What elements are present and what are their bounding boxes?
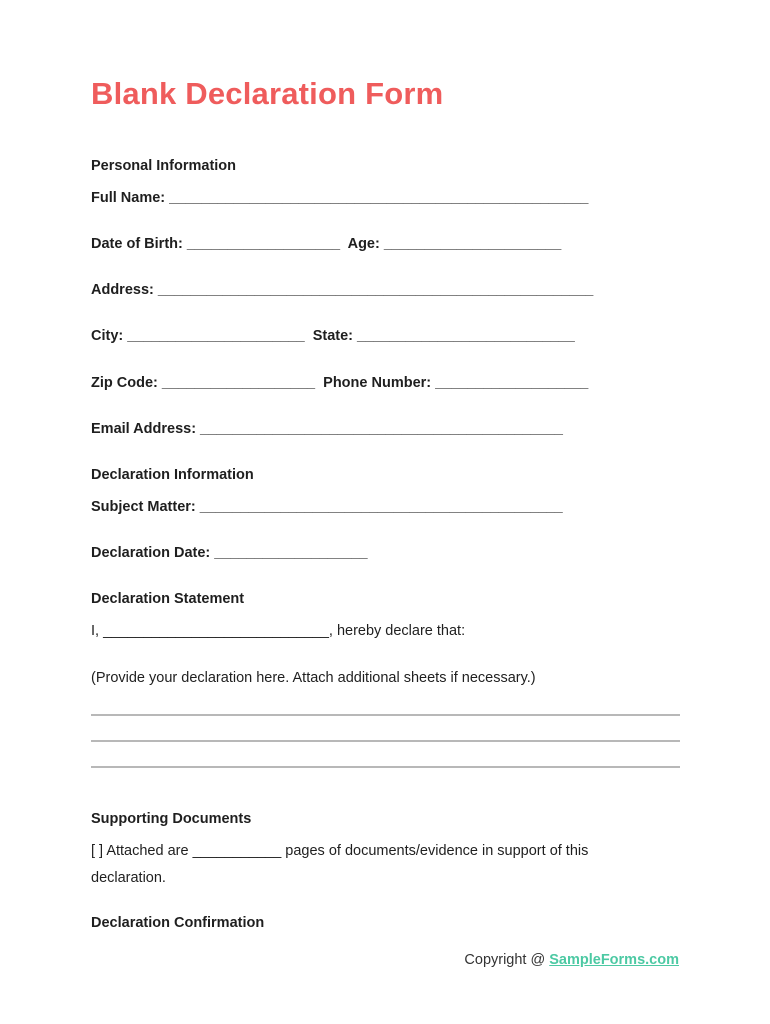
city-state-field[interactable]: City: ______________________ State: ___________________________: [91, 328, 575, 344]
address-field[interactable]: Address: ______________________________________________________: [91, 282, 594, 298]
declaration-statement-heading: Declaration Statement: [91, 591, 245, 607]
subject-matter-field[interactable]: Subject Matter: _____________________________________________: [91, 499, 563, 515]
declaration-writing-line-2[interactable]: [91, 740, 680, 742]
declaration-confirmation-heading: Declaration Confirmation: [91, 915, 265, 931]
supporting-documents-heading: Supporting Documents: [91, 811, 252, 827]
page-title: Blank Declaration Form: [91, 76, 444, 111]
supporting-documents-checkbox-line[interactable]: [ ] Attached are ___________ pages of documents/evidence in support of this: [91, 843, 589, 859]
email-address-field[interactable]: Email Address: _____________________________________________: [91, 421, 563, 437]
declaration-date-field[interactable]: Declaration Date: ___________________: [91, 545, 368, 561]
supporting-documents-line-2: declaration.: [91, 870, 166, 886]
copyright-prefix: Copyright @: [464, 952, 550, 968]
personal-information-heading: Personal Information: [91, 158, 237, 174]
declaration-writing-line-1[interactable]: [91, 714, 680, 716]
zip-phone-field[interactable]: Zip Code: ___________________ Phone Number: ___________________: [91, 375, 589, 391]
full-name-field[interactable]: Full Name: ____________________________________________________: [91, 190, 589, 206]
copyright-notice: [464, 952, 679, 968]
declarant-name-field[interactable]: I, ____________________________, hereby declare that:: [91, 623, 466, 639]
sampleforms-link[interactable]: SampleForms.com: [549, 952, 679, 968]
declaration-instructions: (Provide your declaration here. Attach additional sheets if necessary.): [91, 670, 536, 686]
dob-age-field[interactable]: Date of Birth: ___________________ Age: ______________________: [91, 236, 562, 252]
declaration-writing-line-3[interactable]: [91, 766, 680, 768]
declaration-information-heading: Declaration Information: [91, 467, 254, 483]
